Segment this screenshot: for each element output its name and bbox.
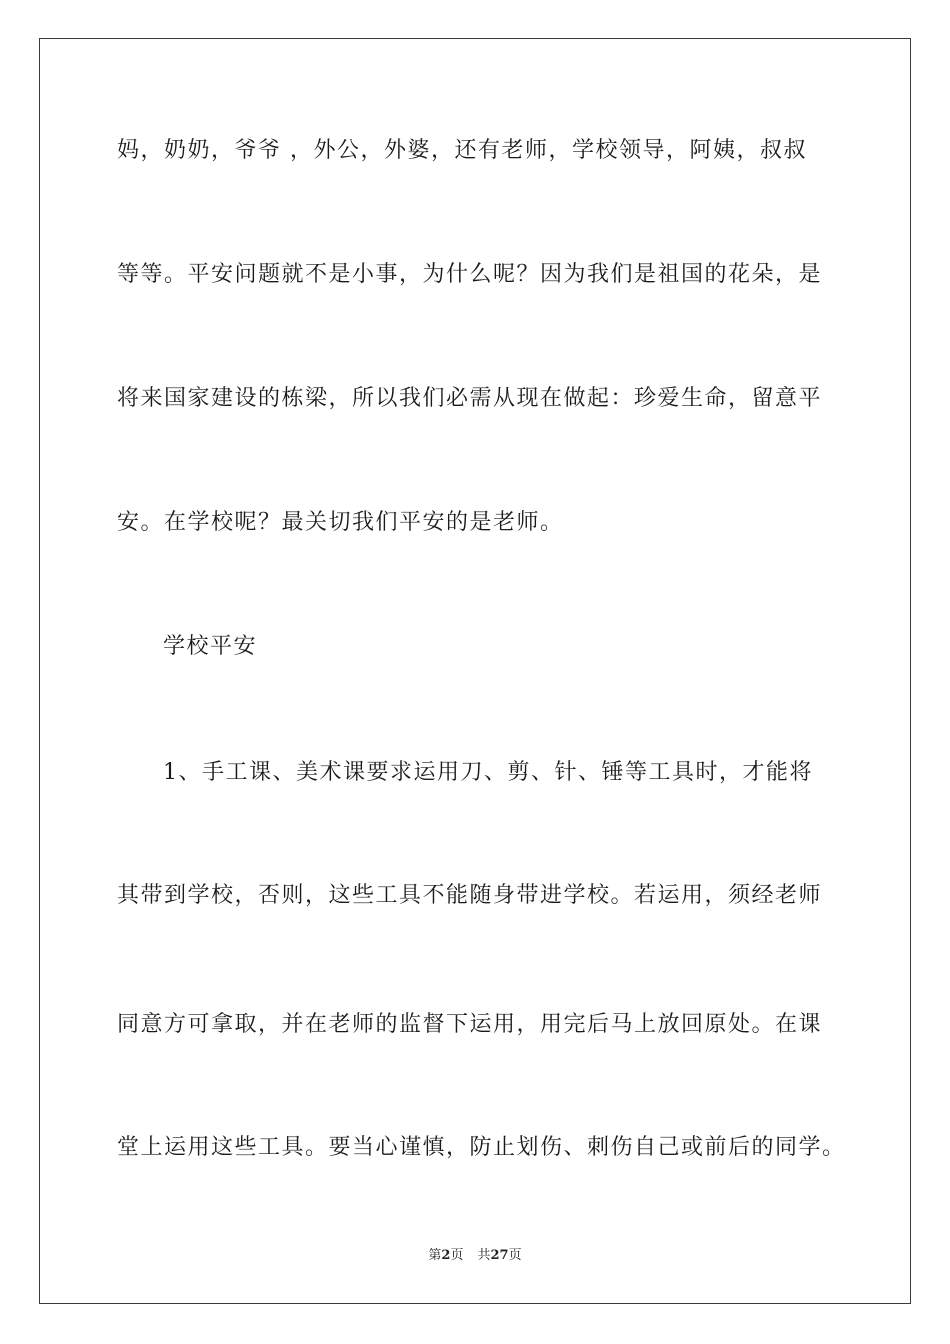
- page-border: [39, 38, 911, 1304]
- body-text-line-2: 等等。平安问题就不是小事，为什么呢？因为我们是祖国的花朵，是: [117, 262, 823, 287]
- body-text-line-3: 将来国家建设的栋梁，所以我们必需从现在做起：珍爱生命，留意平: [117, 386, 823, 411]
- body-text-line-8: 同意方可拿取，并在老师的监督下运用，用完后马上放回原处。在课: [117, 1012, 823, 1037]
- body-text-line-9: 堂上运用这些工具。要当心谨慎，防止划伤、刺伤自己或前后的同学。: [117, 1135, 846, 1160]
- page-footer: [0, 1247, 950, 1265]
- body-text-line-7: 其带到学校，否则，这些工具不能随身带进学校。若运用，须经老师: [117, 883, 823, 908]
- page-total-suffix: 页: [508, 1248, 522, 1263]
- page-total-prefix: 共: [477, 1248, 491, 1263]
- page-number-current: 2: [441, 1248, 451, 1263]
- page-number-suffix: 页: [450, 1248, 464, 1263]
- body-text-line-6: 1、手工课、美术课要求运用刀、剪、针、锤等工具时，才能将: [163, 760, 813, 785]
- page-number-prefix: 第: [428, 1248, 442, 1263]
- body-text-line-4: 安。在学校呢？最关切我们平安的是老师。: [117, 510, 564, 535]
- body-text-line-1: 妈，奶奶，爷爷 ，外公，外婆，还有老师，学校领导，阿姨，叔叔: [117, 138, 807, 163]
- page-total: 27: [490, 1248, 509, 1263]
- section-heading: 学校平安: [163, 634, 258, 659]
